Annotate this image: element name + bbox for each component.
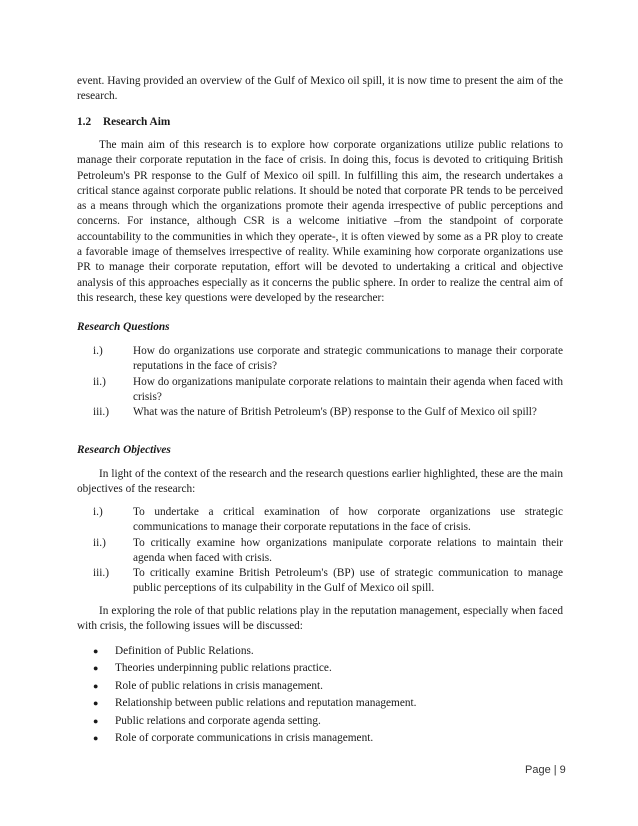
list-item <box>93 678 563 695</box>
question-text: What was the nature of British Petroleum's (BP) response to the Gulf of Mexico oil spill? <box>133 406 537 419</box>
section-number: 1.2 <box>77 116 92 128</box>
page-number: Page | 9 <box>525 764 566 776</box>
objective-item <box>93 505 563 536</box>
list-item <box>93 695 563 712</box>
objective-text: To undertake a critical examination of how corporate organizations use strategic communications to manage their corporate reputations in the face of crisis. <box>133 506 563 534</box>
bullet-text: Public relations and corporate agenda setting. <box>115 714 321 727</box>
objective-item <box>93 566 563 597</box>
list-item <box>93 730 563 747</box>
list-marker: ii.) <box>93 375 106 388</box>
research-questions-list <box>93 344 563 420</box>
list-marker: iii.) <box>93 406 110 419</box>
list-marker: i.) <box>93 506 103 518</box>
objective-text: To critically examine British Petroleum's (BP) use of strategic communication to manage public perceptions of its culpability in the Gulf of Mexico oil spill. <box>133 567 563 595</box>
research-objectives-list <box>93 505 563 597</box>
bullet-icon: ● <box>93 698 99 709</box>
bullet-icon: ● <box>93 733 99 744</box>
intro-paragraph: event. Having provided an overview of the Gulf of Mexico oil spill, it is now time to present the aim of the research. <box>77 75 563 103</box>
list-marker: ii.) <box>93 536 106 549</box>
bullet-icon: ● <box>93 680 99 691</box>
aim-paragraph: The main aim of this research is to explore how corporate organizations utilize public relations to manage their corporate reputation in the face of crisis. In doing this, focus is devoted to critiquing British Petroleum's PR response to the Gulf of Mexico oil spill. In fulfilling this aim, the research undertakes a critical stance against corporate public relations. It should be noted that corporate PR tends to be perceived as a means through which the organizations promote their agenda irrespective of public perceptions and concerns. For instance, although CSR is a welcome initiative –from the standpoint of corporate accountability to the communities in which they operate-, it is often viewed by some as a PR ploy to create a favorable image of themselves irrespective of reality. While examining how corporate organizations use PR to manage their corporate reputation, effort will be devoted to undertaking a critical and objective analysis of this approaches especially as it concerns the public sphere. In order to realize the central aim of this research, these key questions were developed by the researcher: <box>77 139 563 304</box>
question-text: How do organizations manipulate corporate relations to maintain their agenda when faced with crisis? <box>133 375 563 403</box>
bullet-text: Role of corporate communications in crisis management. <box>115 732 374 745</box>
objective-item <box>93 536 563 567</box>
list-item <box>93 643 563 660</box>
list-item <box>93 713 563 730</box>
objective-text: To critically examine how organizations manipulate corporate relations to maintain their agenda when faced with crisis. <box>133 536 563 564</box>
bullet-text: Theories underpinning public relations practice. <box>115 662 332 675</box>
question-text: How do organizations use corporate and strategic communications to manage their corporate reputations in the face of crisis? <box>133 345 563 373</box>
list-marker: i.) <box>93 345 103 357</box>
bullet-icon: ● <box>93 646 99 656</box>
research-questions-heading: Research Questions <box>77 321 170 333</box>
bullet-text: Relationship between public relations and reputation management. <box>115 697 417 710</box>
list-marker: iii.) <box>93 567 110 580</box>
bullet-text: Definition of Public Relations. <box>115 645 254 657</box>
question-item <box>93 405 563 420</box>
objectives-intro-paragraph: In light of the context of the research and the research questions earlier highlighted, these are the main objectives of the research: <box>77 468 563 496</box>
bullet-text: Role of public relations in crisis management. <box>115 679 323 692</box>
section-heading <box>77 116 170 128</box>
research-objectives-heading: Research Objectives <box>77 444 171 456</box>
issues-bullet-list <box>93 643 563 747</box>
exploring-paragraph: In exploring the role of that public relations play in the reputation management, especially when faced with crisis, the following issues will be discussed: <box>77 605 563 633</box>
question-item <box>93 375 563 406</box>
question-item <box>93 344 563 375</box>
section-title: Research Aim <box>103 116 171 128</box>
bullet-icon: ● <box>93 715 99 726</box>
list-item <box>93 660 563 677</box>
bullet-icon: ● <box>93 663 99 674</box>
